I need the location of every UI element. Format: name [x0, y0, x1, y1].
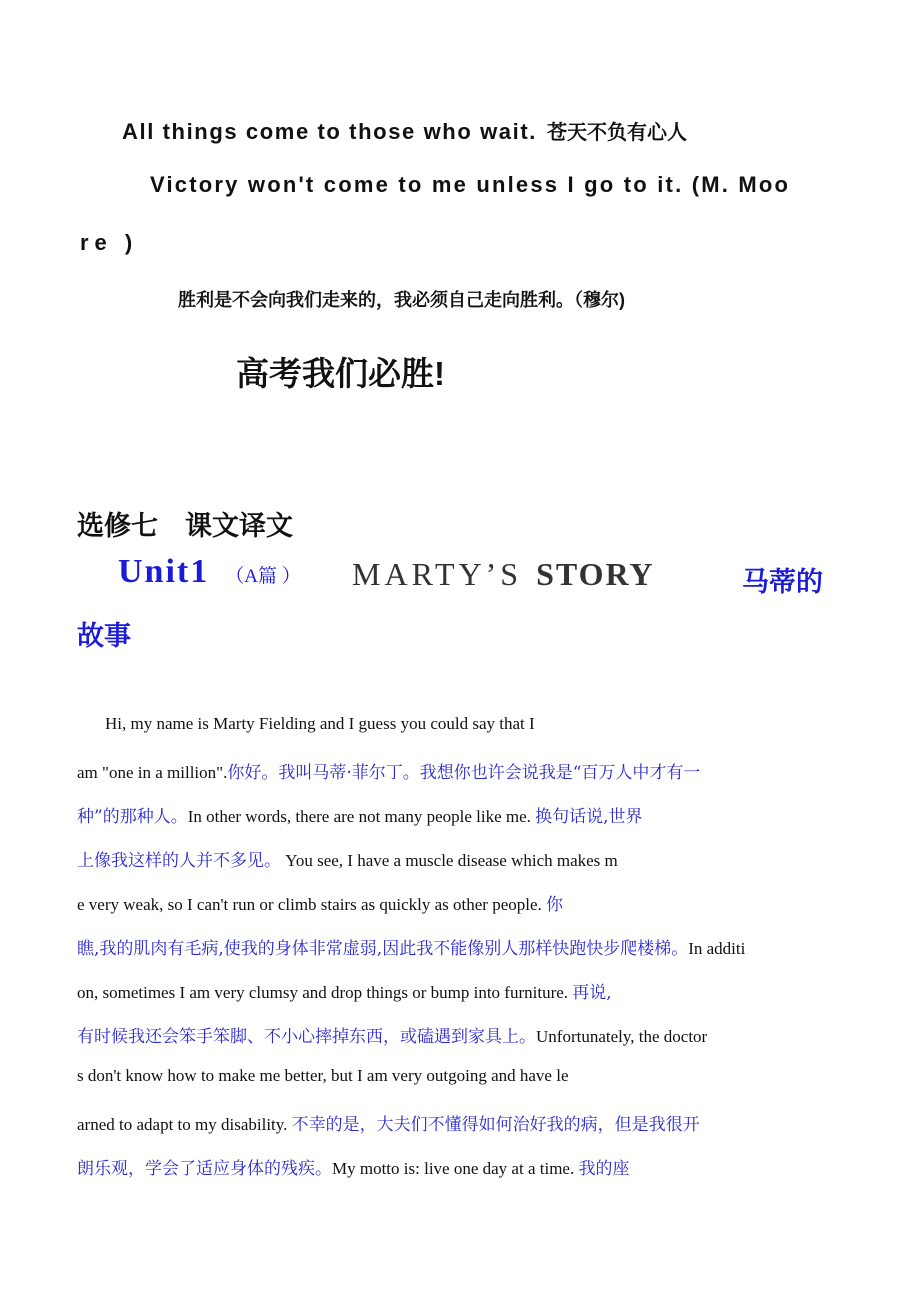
paragraph-line: e very weak, so I can't run or climb stairs as quickly as other people. 你 [77, 895, 564, 915]
paragraph-line: arned to adapt to my disability. 不幸的是，大夫们不懂得如何治好我的病，但是我很开 [77, 1115, 700, 1135]
quote-2-english-line-1: Victory won't come to me unless I go to it. (M. Moo [150, 172, 791, 197]
slogan: 高考我们必胜! [236, 355, 445, 392]
quote-1-english: All things come to those who wait. [122, 119, 537, 144]
story-title-chinese-2: 故事 [77, 621, 131, 651]
unit-heading [118, 553, 301, 591]
quote-2-english-line-2: re ) [80, 230, 139, 255]
paragraph-line: Hi, my name is Marty Fielding and I guess you could say that I [105, 714, 535, 733]
paragraph-line: am "one in a million".你好。我叫马蒂·菲尔丁。我想你也许会说我是“百万人中才有一 [77, 763, 701, 783]
quote-1-chinese: 苍天不负有心人 [546, 122, 687, 144]
paragraph-line: 朗乐观，学会了适应身体的残疾。My motto is: live one day at a time. 我的座 [77, 1159, 630, 1179]
story-title-word-1: MARTY’S [352, 556, 523, 592]
paragraph-line: 有时候我还会笨手笨脚、不小心摔掉东西，或磕遇到家具上。Unfortunately, the doctor [77, 1027, 708, 1047]
story-title-chinese-1: 马蒂的 [742, 567, 823, 597]
paragraph-line: on, sometimes I am very clumsy and drop things or bump into furniture. 再说, [77, 983, 612, 1003]
quote-2-chinese: 胜利是不会向我们走来的，我必须自己走向胜利。（穆尔) [178, 290, 625, 310]
paragraph-line: s don't know how to make me better, but I am very outgoing and have le [77, 1066, 569, 1085]
paragraph-line: 瞧,我的肌肉有毛病,使我的身体非常虚弱,因此我不能像别人那样快跑快步爬楼梯。In additi [77, 939, 746, 959]
story-title-word-2: STORY [536, 556, 655, 592]
quote-1 [122, 116, 687, 145]
story-title-english [352, 556, 655, 593]
paragraph-line: 上像我这样的人并不多见。 You see, I have a muscle disease which makes m [77, 851, 618, 871]
section-title: 选修七 课文译文 [77, 511, 293, 541]
unit-part: （A篇 ） [225, 566, 301, 587]
unit-label: Unit1 [118, 553, 210, 590]
paragraph-line: 种”的那种人。In other words, there are not many people like me. 换句话说,世界 [77, 807, 643, 827]
